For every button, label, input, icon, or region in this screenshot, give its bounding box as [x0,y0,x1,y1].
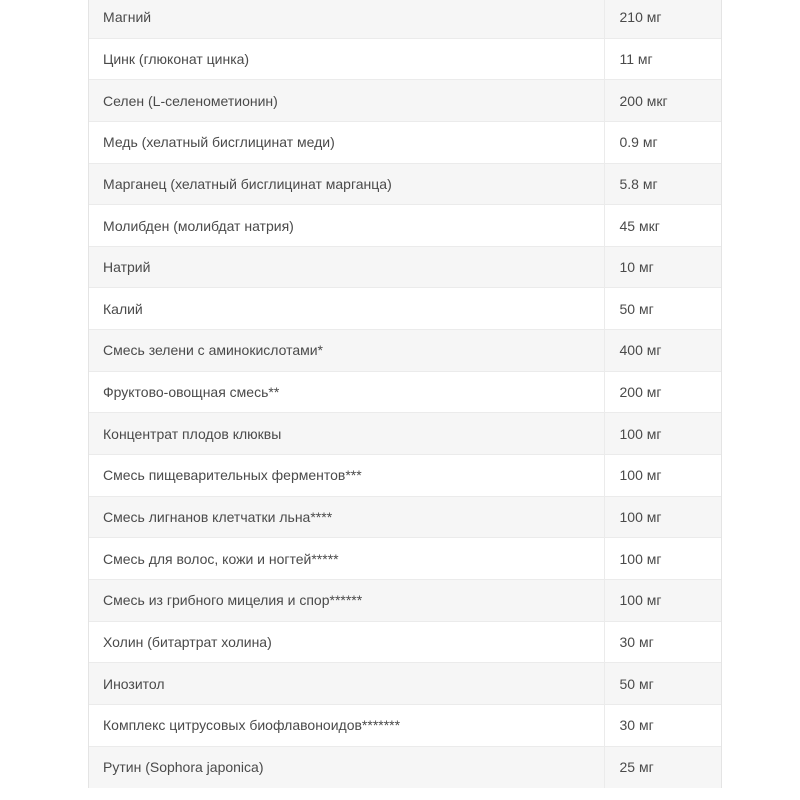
ingredient-name: Калий [89,288,604,330]
ingredient-name: Смесь лигнанов клетчатки льна**** [89,496,604,538]
table-row [89,455,721,497]
table-row [89,538,721,580]
ingredient-amount: 100 мг [604,496,721,538]
facts-table [89,0,721,788]
ingredient-amount: 200 мкг [604,80,721,122]
ingredient-amount: 100 мг [604,538,721,580]
ingredient-name: Смесь из грибного мицелия и спор****** [89,579,604,621]
table-row [89,621,721,663]
table-row [89,38,721,80]
table-row [89,205,721,247]
ingredient-name: Концентрат плодов клюквы [89,413,604,455]
table-row [89,413,721,455]
ingredient-amount: 11 мг [604,38,721,80]
ingredient-amount: 100 мг [604,579,721,621]
ingredient-amount: 25 мг [604,746,721,788]
table-row [89,80,721,122]
ingredient-name: Цинк (глюконат цинка) [89,38,604,80]
ingredient-name: Молибден (молибдат натрия) [89,205,604,247]
table-row [89,579,721,621]
ingredient-name: Марганец (хелатный бисглицинат марганца) [89,163,604,205]
ingredient-name: Медь (хелатный бисглицинат меди) [89,121,604,163]
ingredient-amount: 100 мг [604,455,721,497]
table-row [89,0,721,38]
table-row [89,330,721,372]
ingredient-name: Смесь для волос, кожи и ногтей***** [89,538,604,580]
ingredient-amount: 210 мг [604,0,721,38]
table-row [89,663,721,705]
table-row [89,163,721,205]
table-row [89,704,721,746]
ingredient-name: Смесь зелени с аминокислотами* [89,330,604,372]
ingredient-name: Комплекс цитрусовых биофлавоноидов******* [89,704,604,746]
ingredient-amount: 200 мг [604,371,721,413]
ingredient-name: Холин (битартрат холина) [89,621,604,663]
ingredient-amount: 30 мг [604,704,721,746]
ingredient-amount: 30 мг [604,621,721,663]
ingredient-name: Натрий [89,246,604,288]
ingredient-amount: 100 мг [604,413,721,455]
ingredient-name: Селен (L-селенометионин) [89,80,604,122]
ingredient-name: Магний [89,0,604,38]
facts-table-body [89,0,721,788]
ingredient-name: Инозитол [89,663,604,705]
table-row [89,371,721,413]
ingredient-amount: 50 мг [604,663,721,705]
ingredient-amount: 10 мг [604,246,721,288]
ingredient-amount: 0.9 мг [604,121,721,163]
ingredient-name: Смесь пищеварительных ферментов*** [89,455,604,497]
ingredient-name: Фруктово-овощная смесь** [89,371,604,413]
ingredient-amount: 45 мкг [604,205,721,247]
ingredient-amount: 5.8 мг [604,163,721,205]
ingredient-amount: 50 мг [604,288,721,330]
ingredient-name: Рутин (Sophora japonica) [89,746,604,788]
ingredient-amount: 400 мг [604,330,721,372]
supplement-facts-table [88,0,722,788]
table-row [89,288,721,330]
table-row [89,746,721,788]
table-row [89,246,721,288]
table-row [89,496,721,538]
table-row [89,121,721,163]
